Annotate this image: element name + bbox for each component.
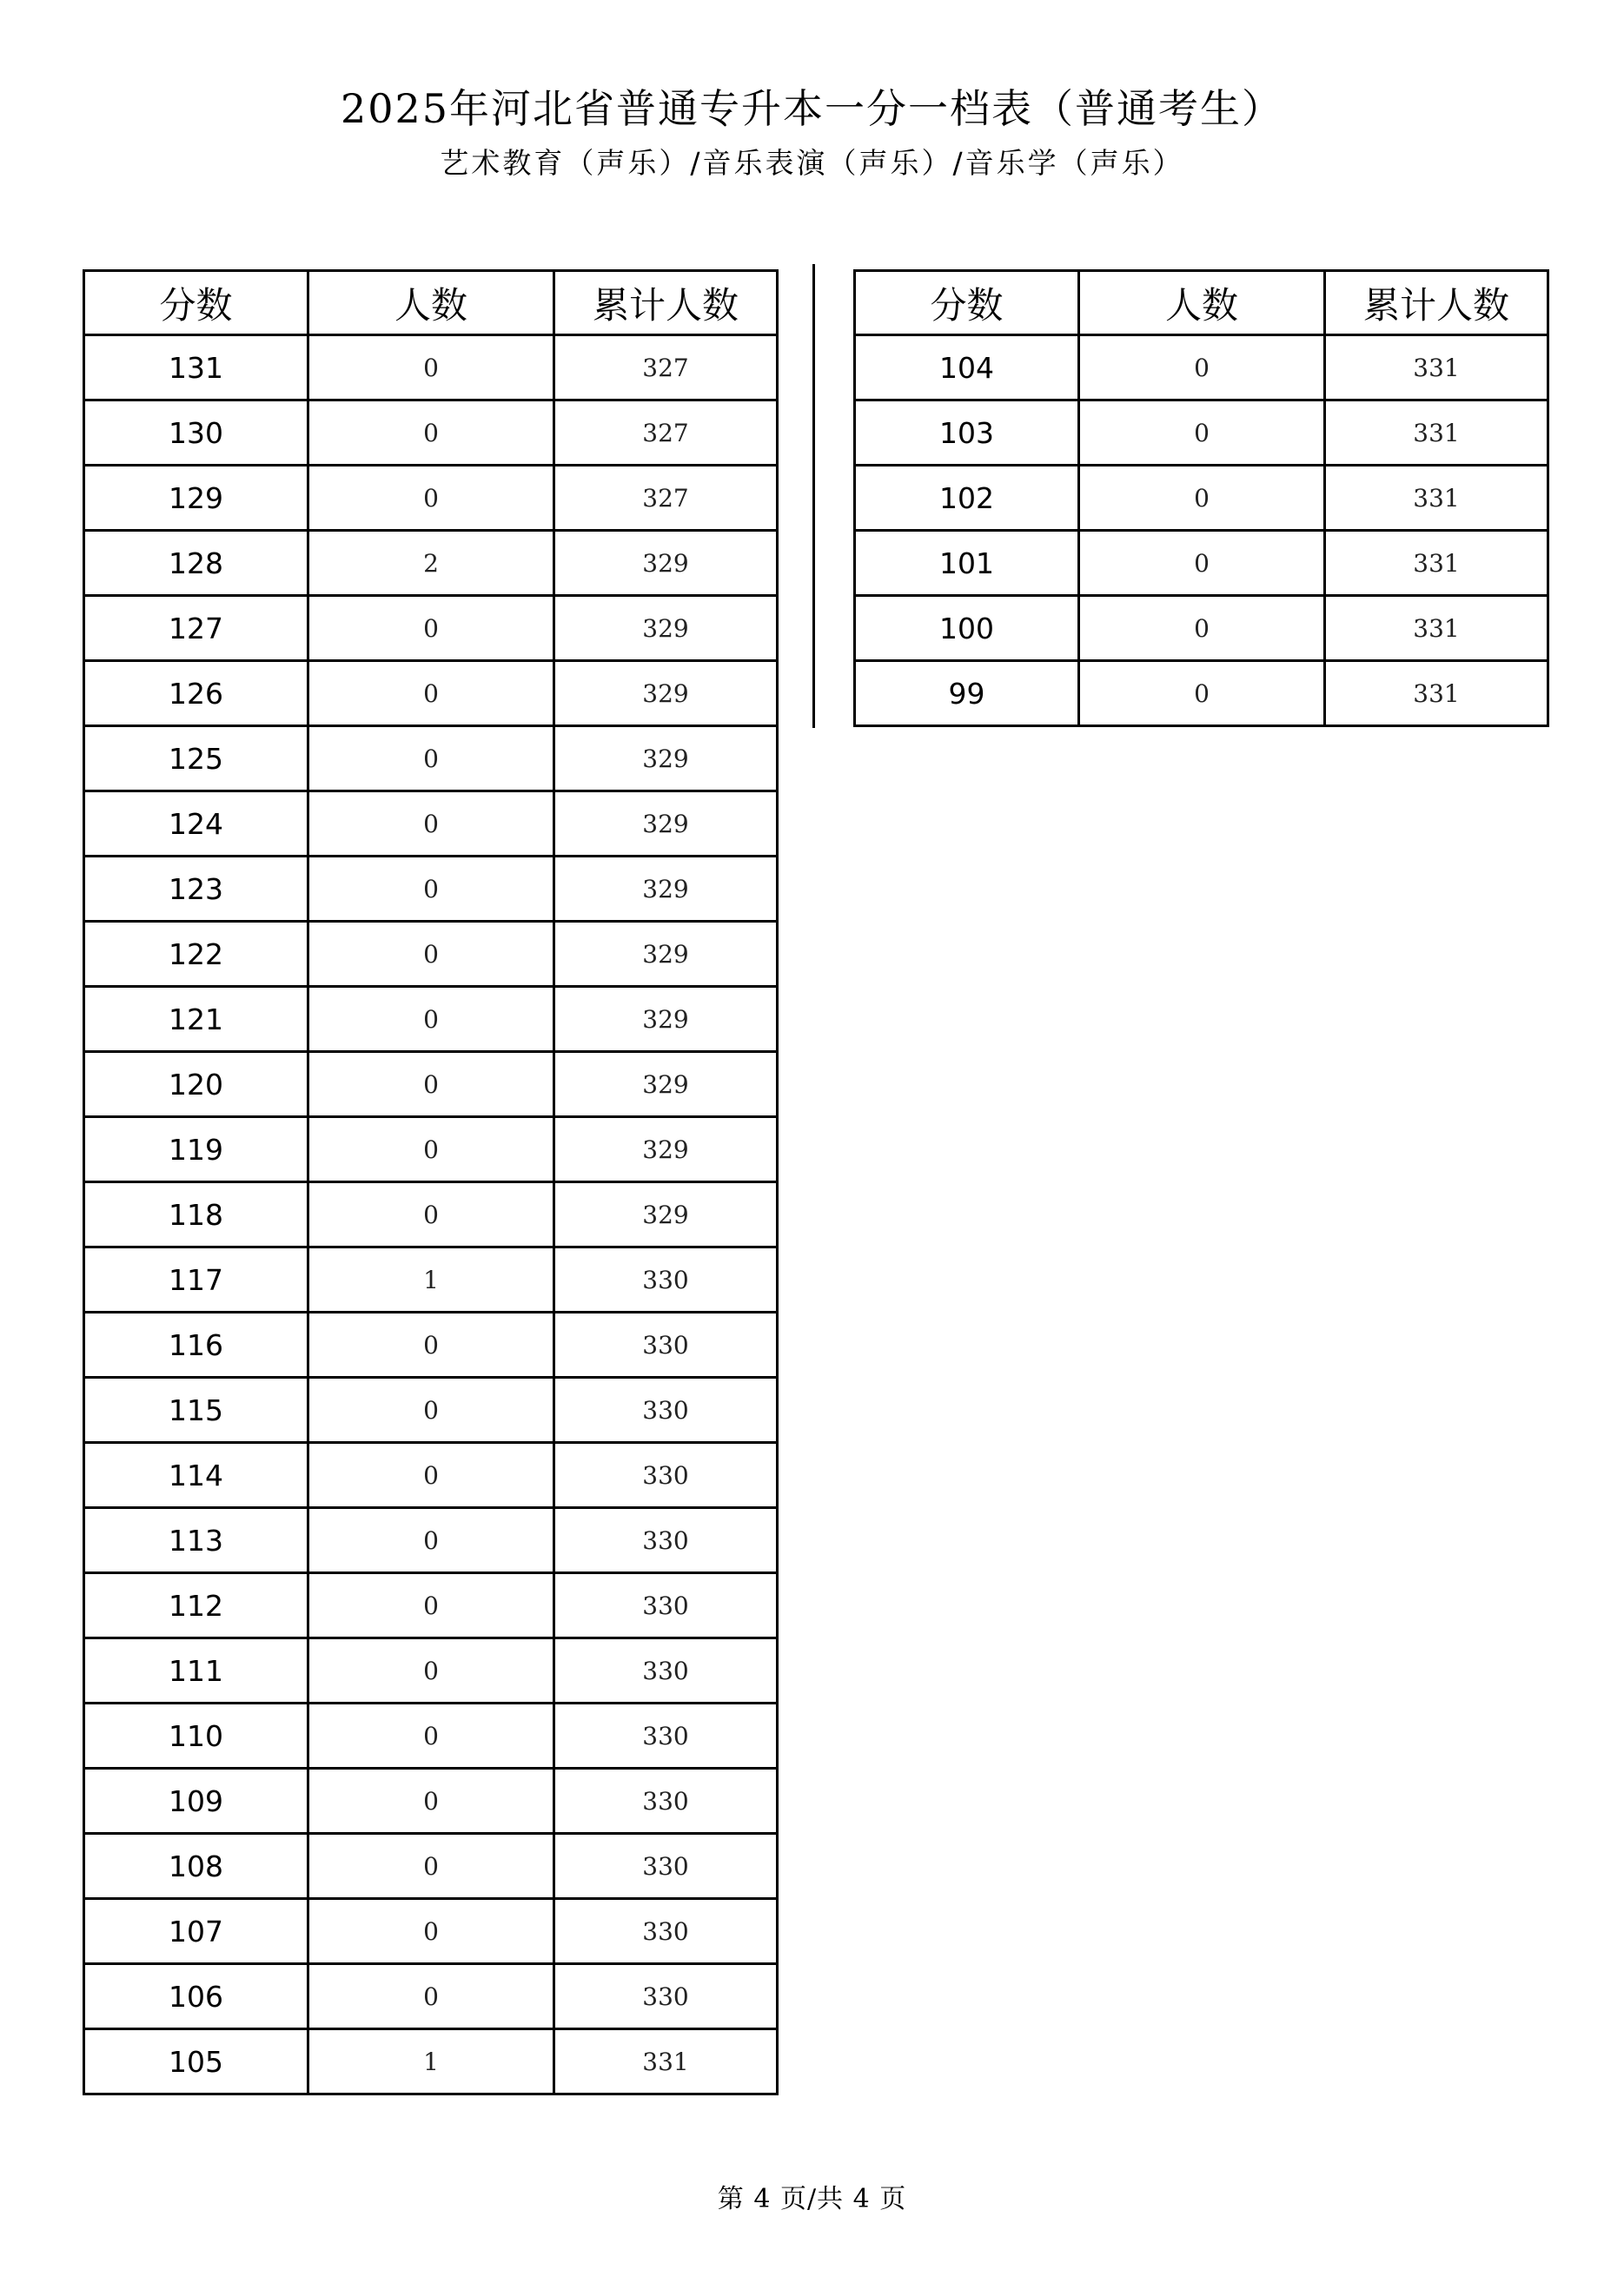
- count-cell: 0: [1079, 400, 1325, 466]
- cumulative-cell: 329: [554, 1182, 778, 1247]
- cumulative-cell: 330: [554, 1899, 778, 1964]
- table-row: [855, 596, 1548, 661]
- score-cell: 114: [84, 1443, 308, 1508]
- cumulative-cell: 329: [554, 791, 778, 857]
- count-cell: 0: [308, 1182, 554, 1247]
- score-cell: 127: [84, 596, 308, 661]
- count-cell: 0: [308, 400, 554, 466]
- count-cell: 1: [308, 1247, 554, 1313]
- score-cell: 128: [84, 531, 308, 596]
- cumulative-cell: 329: [554, 1052, 778, 1117]
- header-cumulative: 累计人数: [1325, 271, 1548, 335]
- count-cell: 0: [1079, 596, 1325, 661]
- table-row: [84, 335, 778, 400]
- score-cell: 112: [84, 1573, 308, 1638]
- score-cell: 118: [84, 1182, 308, 1247]
- cumulative-cell: 331: [1325, 466, 1548, 531]
- table-row: [84, 987, 778, 1052]
- score-table-left: [83, 269, 779, 2095]
- count-cell: 0: [308, 466, 554, 531]
- score-cell: 115: [84, 1378, 308, 1443]
- count-cell: 0: [308, 335, 554, 400]
- count-cell: 0: [308, 1378, 554, 1443]
- cumulative-cell: 327: [554, 335, 778, 400]
- table-row: [84, 726, 778, 791]
- header-count: 人数: [1079, 271, 1325, 335]
- count-cell: 0: [308, 661, 554, 726]
- count-cell: 0: [308, 1834, 554, 1899]
- table-row: [84, 1378, 778, 1443]
- table-row: [84, 1638, 778, 1704]
- cumulative-cell: 327: [554, 400, 778, 466]
- cumulative-cell: 330: [554, 1964, 778, 2029]
- column-divider: [812, 264, 815, 728]
- cumulative-cell: 330: [554, 1769, 778, 1834]
- score-cell: 126: [84, 661, 308, 726]
- count-cell: 2: [308, 531, 554, 596]
- score-cell: 106: [84, 1964, 308, 2029]
- header-count: 人数: [308, 271, 554, 335]
- count-cell: 0: [308, 726, 554, 791]
- count-cell: 0: [308, 1052, 554, 1117]
- count-cell: 0: [308, 922, 554, 987]
- count-cell: 0: [1079, 466, 1325, 531]
- table-row: [855, 400, 1548, 466]
- count-cell: 0: [308, 987, 554, 1052]
- table-row: [84, 1182, 778, 1247]
- table-row: [84, 661, 778, 726]
- score-cell: 101: [855, 531, 1079, 596]
- score-cell: 103: [855, 400, 1079, 466]
- cumulative-cell: 329: [554, 661, 778, 726]
- table-row: [84, 1247, 778, 1313]
- count-cell: 0: [308, 1704, 554, 1769]
- count-cell: 0: [308, 1508, 554, 1573]
- score-cell: 117: [84, 1247, 308, 1313]
- score-table-left-body: [84, 335, 778, 2094]
- table-row: [84, 1964, 778, 2029]
- score-cell: 116: [84, 1313, 308, 1378]
- cumulative-cell: 330: [554, 1313, 778, 1378]
- score-cell: 102: [855, 466, 1079, 531]
- table-row: [84, 791, 778, 857]
- count-cell: 0: [308, 1117, 554, 1182]
- table-row: [84, 531, 778, 596]
- page-subtitle: 艺术教育（声乐）/音乐表演（声乐）/音乐学（声乐）: [440, 146, 1184, 180]
- score-cell: 129: [84, 466, 308, 531]
- count-cell: 0: [308, 596, 554, 661]
- table-row: [84, 922, 778, 987]
- score-cell: 130: [84, 400, 308, 466]
- count-cell: 0: [308, 1964, 554, 2029]
- score-cell: 123: [84, 857, 308, 922]
- table-row: [84, 400, 778, 466]
- cumulative-cell: 331: [1325, 661, 1548, 726]
- score-cell: 111: [84, 1638, 308, 1704]
- cumulative-cell: 329: [554, 531, 778, 596]
- score-cell: 121: [84, 987, 308, 1052]
- table-row: [84, 1704, 778, 1769]
- cumulative-cell: 331: [1325, 531, 1548, 596]
- score-cell: 107: [84, 1899, 308, 1964]
- header-score: 分数: [855, 271, 1079, 335]
- table-row: [84, 596, 778, 661]
- table-row: [84, 466, 778, 531]
- cumulative-cell: 331: [554, 2029, 778, 2094]
- score-cell: 119: [84, 1117, 308, 1182]
- cumulative-cell: 331: [1325, 596, 1548, 661]
- table-row: [855, 661, 1548, 726]
- count-cell: 0: [1079, 661, 1325, 726]
- header-cumulative: 累计人数: [554, 271, 778, 335]
- table-row: [855, 531, 1548, 596]
- cumulative-cell: 329: [554, 1117, 778, 1182]
- page-title: 2025年河北省普通专升本一分一档表（普通考生）: [340, 85, 1284, 132]
- cumulative-cell: 331: [1325, 335, 1548, 400]
- table-row: [84, 1313, 778, 1378]
- page-footer: 第 4 页/共 4 页: [717, 2184, 907, 2214]
- table-row: [855, 466, 1548, 531]
- cumulative-cell: 330: [554, 1638, 778, 1704]
- score-cell: 125: [84, 726, 308, 791]
- cumulative-cell: 329: [554, 596, 778, 661]
- count-cell: 0: [308, 1638, 554, 1704]
- score-cell: 99: [855, 661, 1079, 726]
- count-cell: 0: [308, 1573, 554, 1638]
- count-cell: 0: [1079, 335, 1325, 400]
- cumulative-cell: 331: [1325, 400, 1548, 466]
- score-cell: 122: [84, 922, 308, 987]
- table-row: [84, 1834, 778, 1899]
- table-header-row: [84, 271, 778, 335]
- score-cell: 113: [84, 1508, 308, 1573]
- cumulative-cell: 330: [554, 1247, 778, 1313]
- score-cell: 131: [84, 335, 308, 400]
- table-row: [84, 1443, 778, 1508]
- score-cell: 110: [84, 1704, 308, 1769]
- table-row: [84, 857, 778, 922]
- cumulative-cell: 327: [554, 466, 778, 531]
- count-cell: 1: [308, 2029, 554, 2094]
- cumulative-cell: 329: [554, 857, 778, 922]
- count-cell: 0: [308, 1443, 554, 1508]
- score-cell: 120: [84, 1052, 308, 1117]
- cumulative-cell: 330: [554, 1834, 778, 1899]
- cumulative-cell: 330: [554, 1378, 778, 1443]
- score-cell: 109: [84, 1769, 308, 1834]
- cumulative-cell: 330: [554, 1704, 778, 1769]
- cumulative-cell: 329: [554, 726, 778, 791]
- table-row: [84, 1769, 778, 1834]
- table-row: [84, 1508, 778, 1573]
- count-cell: 0: [308, 1769, 554, 1834]
- cumulative-cell: 330: [554, 1443, 778, 1508]
- score-cell: 124: [84, 791, 308, 857]
- table-row: [855, 335, 1548, 400]
- score-cell: 105: [84, 2029, 308, 2094]
- score-cell: 100: [855, 596, 1079, 661]
- score-cell: 108: [84, 1834, 308, 1899]
- table-header-row: [855, 271, 1548, 335]
- table-row: [84, 1117, 778, 1182]
- count-cell: 0: [308, 1313, 554, 1378]
- cumulative-cell: 330: [554, 1508, 778, 1573]
- score-table-right: [853, 269, 1549, 727]
- table-row: [84, 1899, 778, 1964]
- header-score: 分数: [84, 271, 308, 335]
- cumulative-cell: 329: [554, 987, 778, 1052]
- count-cell: 0: [308, 1899, 554, 1964]
- count-cell: 0: [308, 791, 554, 857]
- table-row: [84, 2029, 778, 2094]
- count-cell: 0: [1079, 531, 1325, 596]
- score-table-right-body: [855, 335, 1548, 726]
- cumulative-cell: 329: [554, 922, 778, 987]
- cumulative-cell: 330: [554, 1573, 778, 1638]
- score-cell: 104: [855, 335, 1079, 400]
- table-row: [84, 1052, 778, 1117]
- table-row: [84, 1573, 778, 1638]
- count-cell: 0: [308, 857, 554, 922]
